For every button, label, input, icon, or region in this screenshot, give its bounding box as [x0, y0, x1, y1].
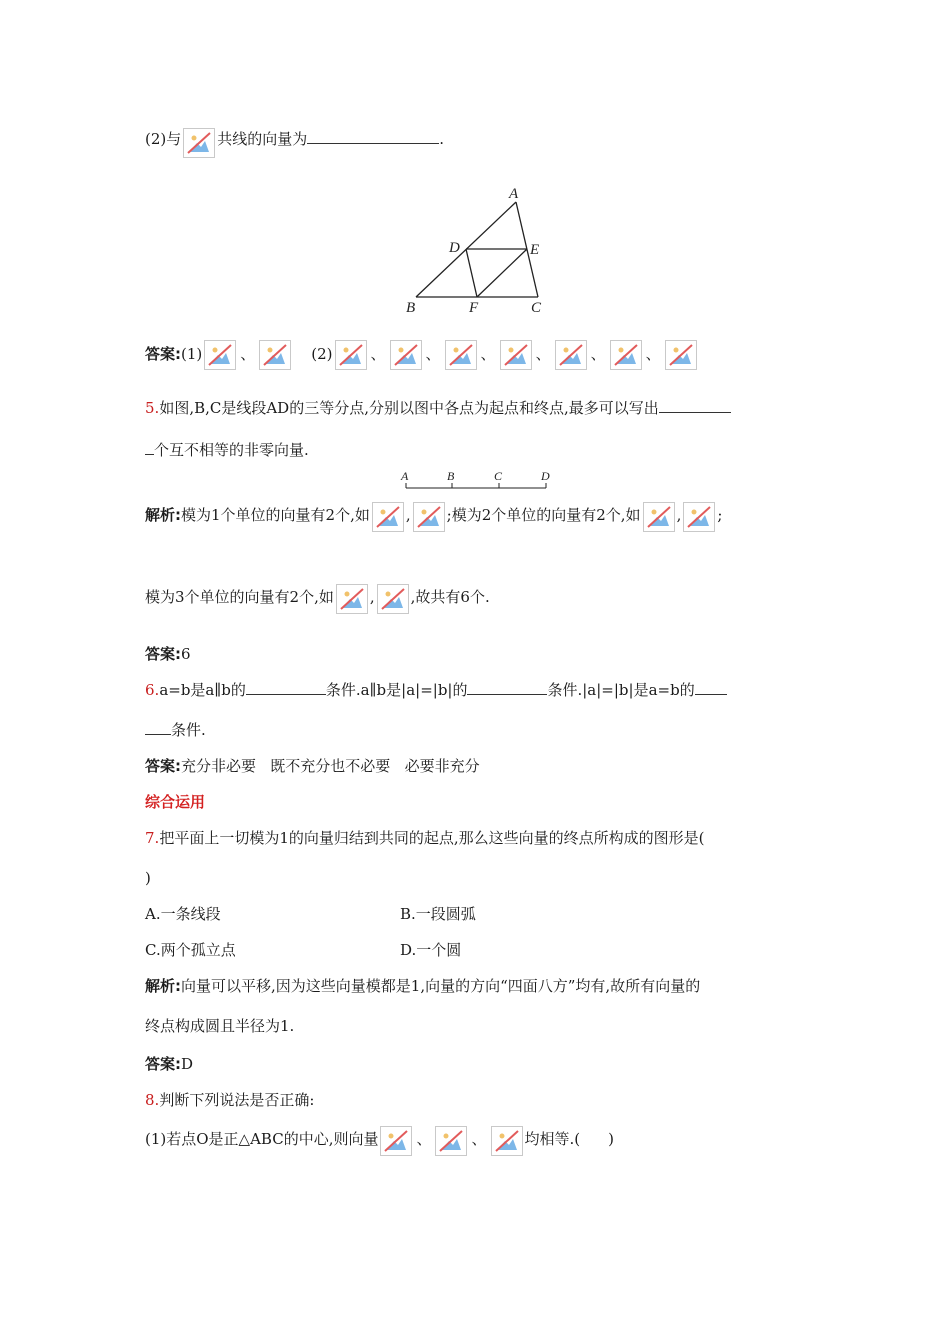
q8-part1-suffix: 均相等.( [524, 1130, 581, 1148]
q7-text2: ) [145, 869, 151, 887]
q5-line2 [145, 440, 309, 460]
vector-image-icon [435, 1126, 467, 1156]
option-a: A.一条线段 [145, 905, 221, 923]
analysis7-line1 [145, 976, 700, 996]
vector-image-icon [204, 340, 236, 370]
vector-image-icon [500, 340, 532, 370]
vector-image-icon [555, 340, 587, 370]
label-b: B [406, 300, 416, 316]
separator: 、 [370, 345, 386, 363]
segment-ef [477, 249, 527, 297]
label-e: E [530, 242, 540, 258]
label-a: A [401, 469, 409, 483]
answer-blank [307, 129, 439, 144]
answer-label: 答案: [145, 1055, 181, 1073]
analysis5-line1 [145, 502, 722, 532]
option-d: D.一个圆 [400, 941, 462, 959]
q6-text1: a=b是a∥b的 [159, 681, 246, 699]
q6-text3: 条件.|a|=|b|是a=b的 [547, 681, 695, 699]
question-number: 8. [145, 1091, 160, 1109]
separator: 、 [425, 345, 441, 363]
separator: 、 [240, 345, 256, 363]
answer4-part2: (2) [311, 345, 333, 363]
q6-text4: 条件. [171, 721, 206, 739]
answer6-value: 充分非必要 既不充分也不必要 必要非充分 [181, 757, 480, 775]
answer6-line [145, 756, 480, 776]
analysis5-seg4: ,故共有6个. [410, 588, 490, 606]
q8-line1 [145, 1090, 314, 1110]
answer5-value: 6 [181, 645, 191, 663]
answer-blank [695, 680, 727, 695]
option-b: B.一段圆弧 [400, 905, 476, 923]
answer-label: 答案: [145, 645, 181, 663]
answer-blank [145, 720, 171, 735]
q8-part1-line [145, 1126, 614, 1156]
label-f: F [469, 300, 479, 316]
answer-blank [467, 680, 547, 695]
analysis5-seg3: 模为3个单位的向量有2个,如 [145, 588, 334, 606]
label-c: C [494, 469, 503, 483]
answer7-value: D [181, 1055, 194, 1073]
vector-image-icon [183, 128, 215, 158]
answer5-line [145, 644, 191, 664]
analysis-label: 解析: [145, 977, 181, 995]
comma: , [676, 506, 682, 524]
vector-image-icon [445, 340, 477, 370]
q8-part1-prefix: (1)若点O是正△ABC的中心,则向量 [145, 1130, 379, 1148]
label-d: D [541, 469, 550, 483]
vector-image-icon [413, 502, 445, 532]
segment-df [466, 249, 477, 297]
analysis5-seg2: ;模为2个单位的向量有2个,如 [446, 506, 641, 524]
q7-line2 [145, 868, 151, 888]
analysis-label: 解析: [145, 506, 181, 524]
label-c: C [531, 300, 542, 316]
vector-image-icon [491, 1126, 523, 1156]
q5-line1 [145, 398, 731, 418]
analysis5-seg1: 模为1个单位的向量有2个,如 [181, 506, 370, 524]
semicolon: ; [717, 506, 723, 524]
separator: 、 [416, 1130, 432, 1148]
label-b: B [447, 469, 455, 483]
answer-label: 答案: [145, 757, 181, 775]
answer4-part1: (1) [181, 345, 203, 363]
vector-image-icon [377, 584, 409, 614]
label-a: A [509, 186, 519, 202]
question-number: 7. [145, 829, 160, 847]
period: . [439, 130, 445, 148]
answer4-line [145, 340, 699, 370]
analysis5-line2 [145, 584, 490, 614]
answer-label: 答案: [145, 345, 181, 363]
vector-image-icon [643, 502, 675, 532]
separator: 、 [645, 345, 661, 363]
q7-line1 [145, 828, 704, 848]
label-d: D [449, 240, 460, 256]
answer-blank [659, 398, 731, 413]
separator: 、 [590, 345, 606, 363]
comma: , [369, 588, 375, 606]
q6-line2 [145, 720, 206, 740]
vector-image-icon [665, 340, 697, 370]
q4-part2-line [145, 128, 444, 158]
vector-image-icon [390, 340, 422, 370]
q5-text1: 如图,B,C是线段AD的三等分点,分别以图中各点为起点和终点,最多可以写出 [159, 399, 659, 417]
option-c: C.两个孤立点 [145, 941, 236, 959]
vector-image-icon [372, 502, 404, 532]
vector-image-icon [259, 340, 291, 370]
q7-text1: 把平面上一切模为1的向量归结到共同的起点,那么这些向量的终点所构成的图形是( [159, 829, 705, 847]
q4-part2-prefix: (2)与 [145, 130, 182, 148]
q6-text2: 条件.a∥b是|a|=|b|的 [325, 681, 468, 699]
question-number: 5. [145, 399, 160, 417]
question-number: 6. [145, 681, 160, 699]
answer-blank [246, 680, 326, 695]
separator: 、 [471, 1130, 487, 1148]
vector-image-icon [683, 502, 715, 532]
triangle-diagram [400, 182, 560, 316]
section-heading: 综合运用 [145, 793, 206, 811]
vector-image-icon [610, 340, 642, 370]
q5-text2: 个互不相等的非零向量. [154, 441, 309, 459]
answer-blank [145, 440, 154, 455]
vector-image-icon [380, 1126, 412, 1156]
comma: , [405, 506, 411, 524]
q6-line1 [145, 680, 727, 700]
q8-text: 判断下列说法是否正确: [159, 1091, 315, 1109]
vector-image-icon [336, 584, 368, 614]
analysis7-text1: 向量可以平移,因为这些向量模都是1,向量的方向“四面八方”均有,故所有向量的 [181, 977, 701, 995]
analysis7-text2: 终点构成圆且半径为1. [145, 1017, 295, 1035]
answer7-line [145, 1054, 193, 1074]
separator: 、 [480, 345, 496, 363]
q8-part1-end: ) [608, 1130, 614, 1148]
segment-diagram [396, 468, 556, 496]
q4-part2-suffix: 共线的向量为 [217, 130, 308, 148]
analysis7-line2 [145, 1016, 294, 1036]
vector-image-icon [335, 340, 367, 370]
separator: 、 [535, 345, 551, 363]
